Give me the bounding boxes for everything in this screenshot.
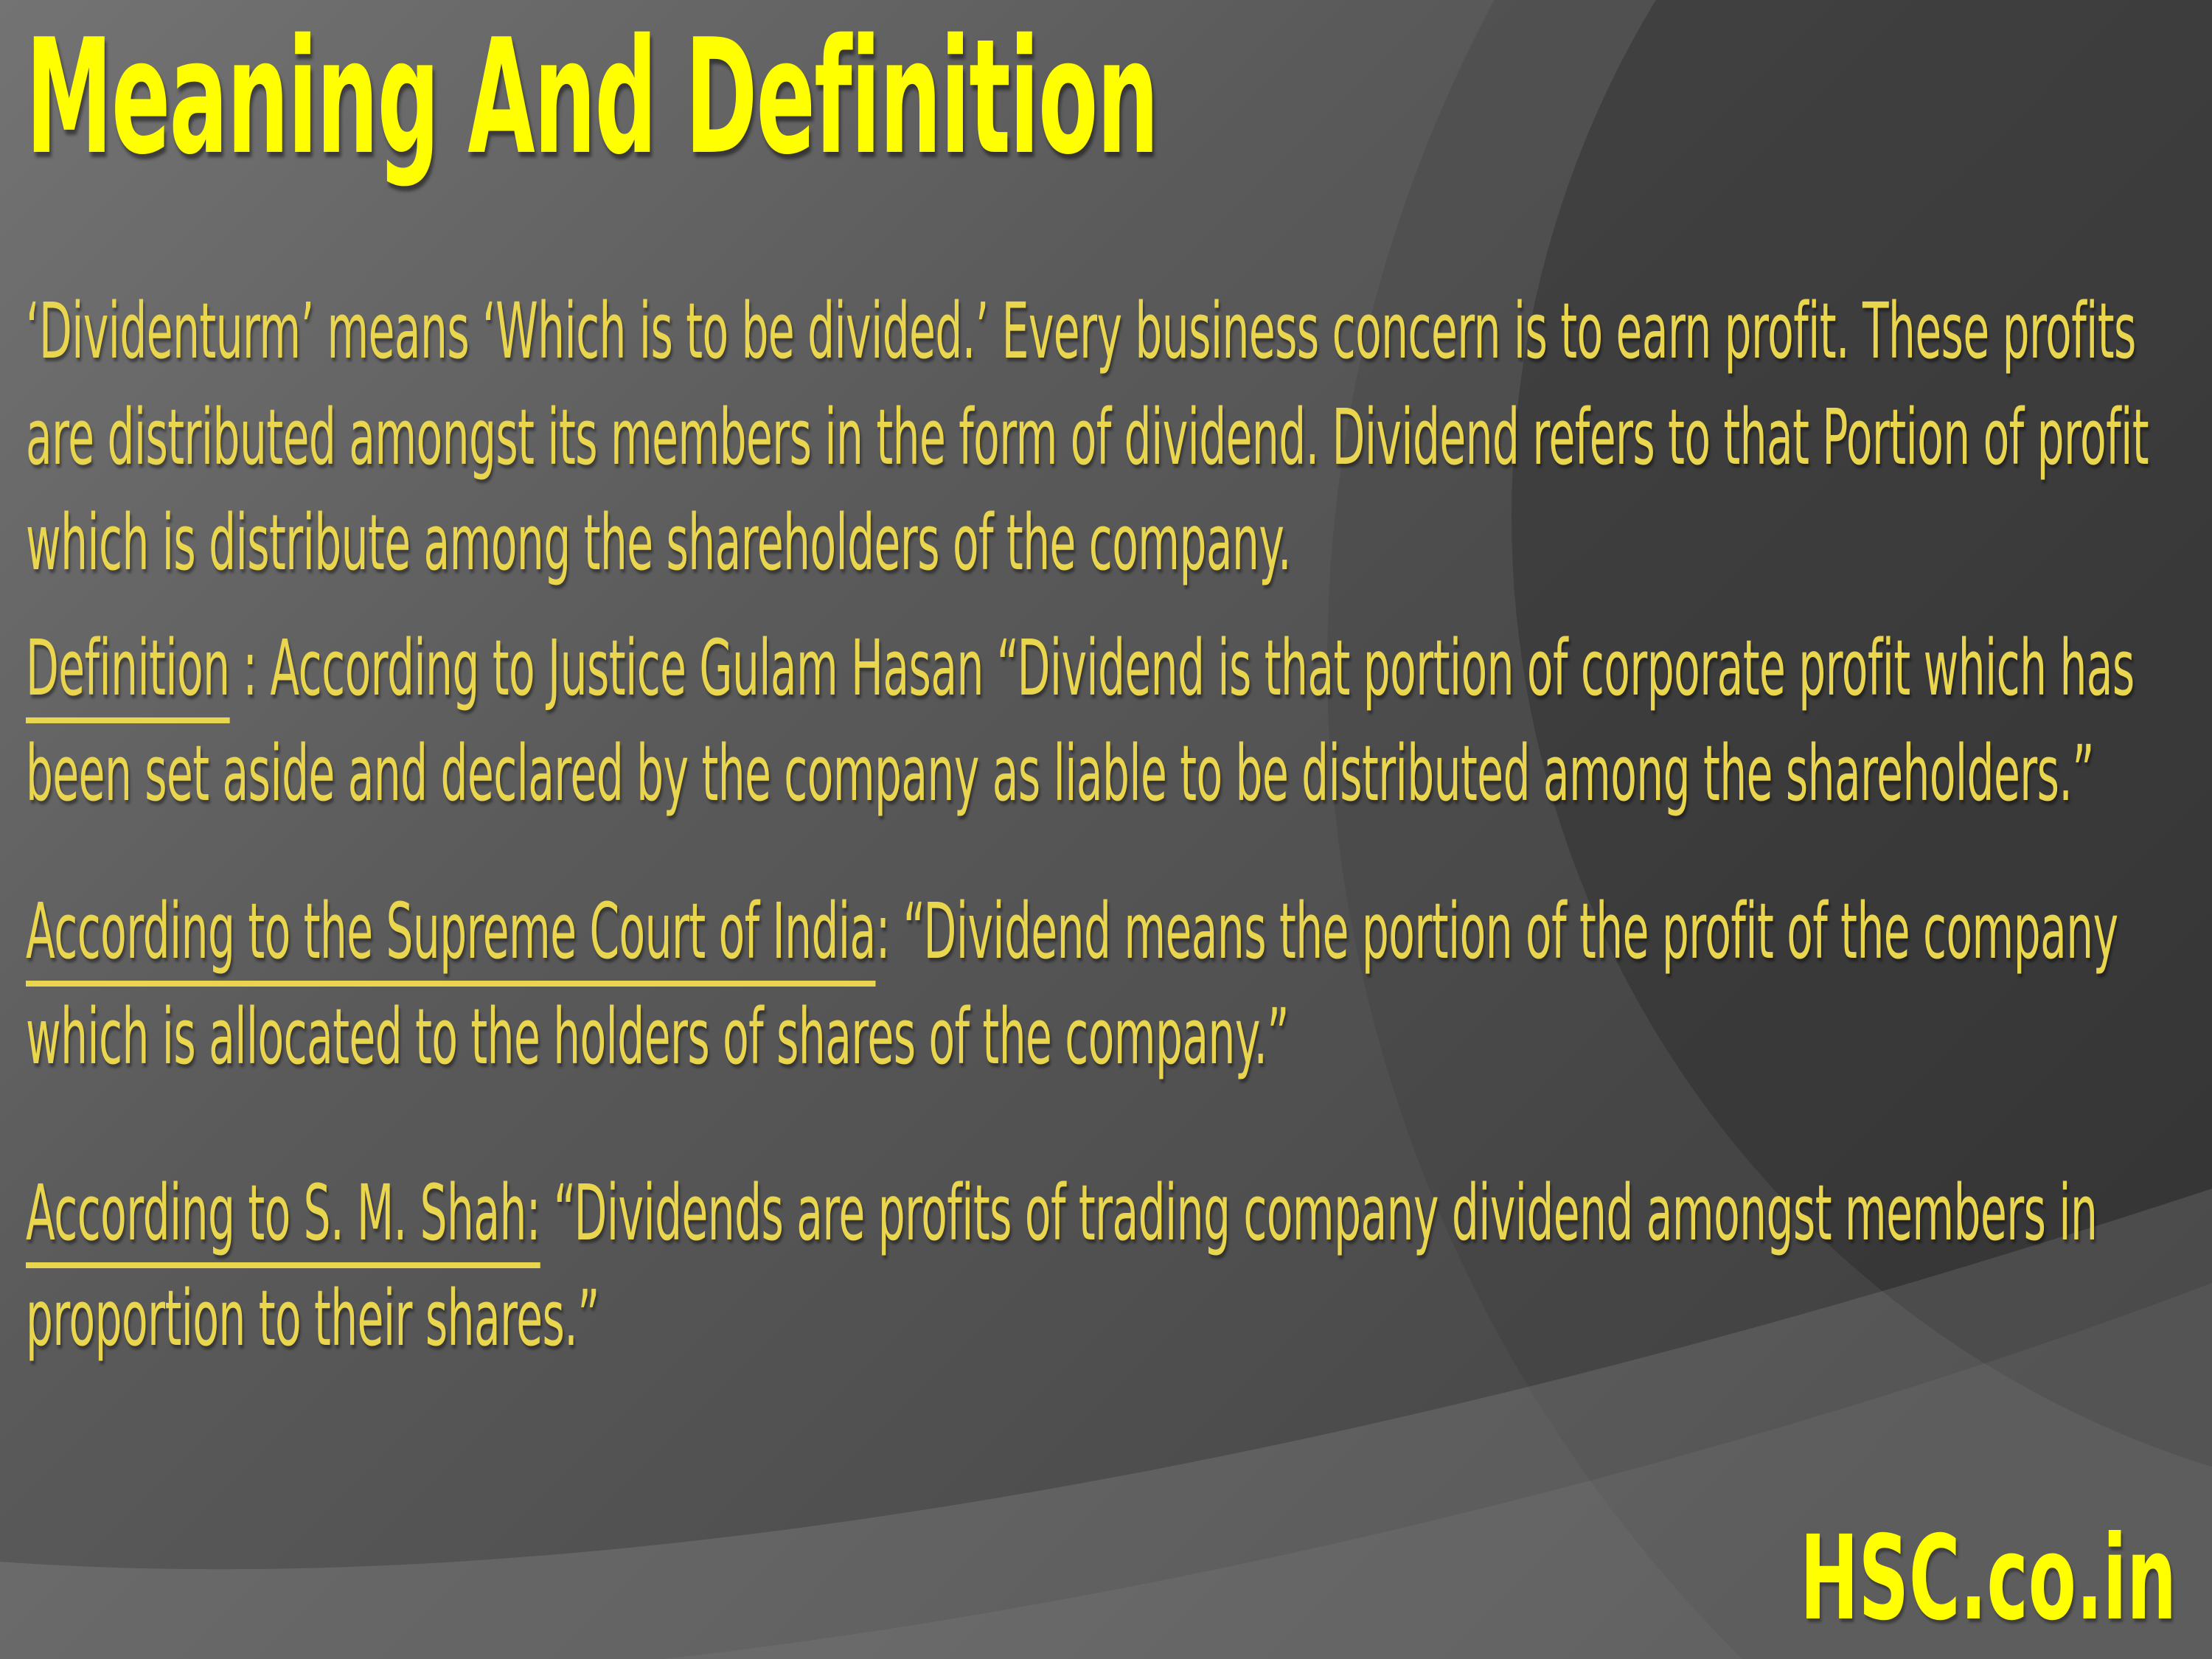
watermark: HSC.co.in [1800,1511,2177,1646]
underlined-lead: According to S. M. Shah: [26,1168,540,1268]
underlined-lead: Definition [26,623,229,723]
slide-body [26,279,2179,1391]
body-paragraph: Definition : According to Justice Gulam Hasan “Dividend is that portion of corporate profit which has been set aside and declared by the company as liable to be distributed among the shareholders.” [26,622,2135,819]
underlined-lead: According to the Supreme Court of India [26,886,876,987]
body-paragraph: According to the Supreme Court of India: “Dividend means the portion of the profit of the company which is allocated to the holders of shares of the company.” [26,886,2118,1082]
body-paragraph: ‘Dividenturm’ means ‘Which is to be divided.’ Every business concern is to earn profit. These profits are distributed amongst its members in the form of dividend. Dividend refers to that Portion of profit which is distribute among the shareholders of the company. [26,286,2149,588]
slide-title: Meaning And Definition [26,4,1158,189]
body-paragraph: According to S. M. Shah: “Dividends are profits of trading company dividend amongst members in proportion to their shares.” [26,1167,2098,1364]
watermark-container [1549,1511,2177,1646]
